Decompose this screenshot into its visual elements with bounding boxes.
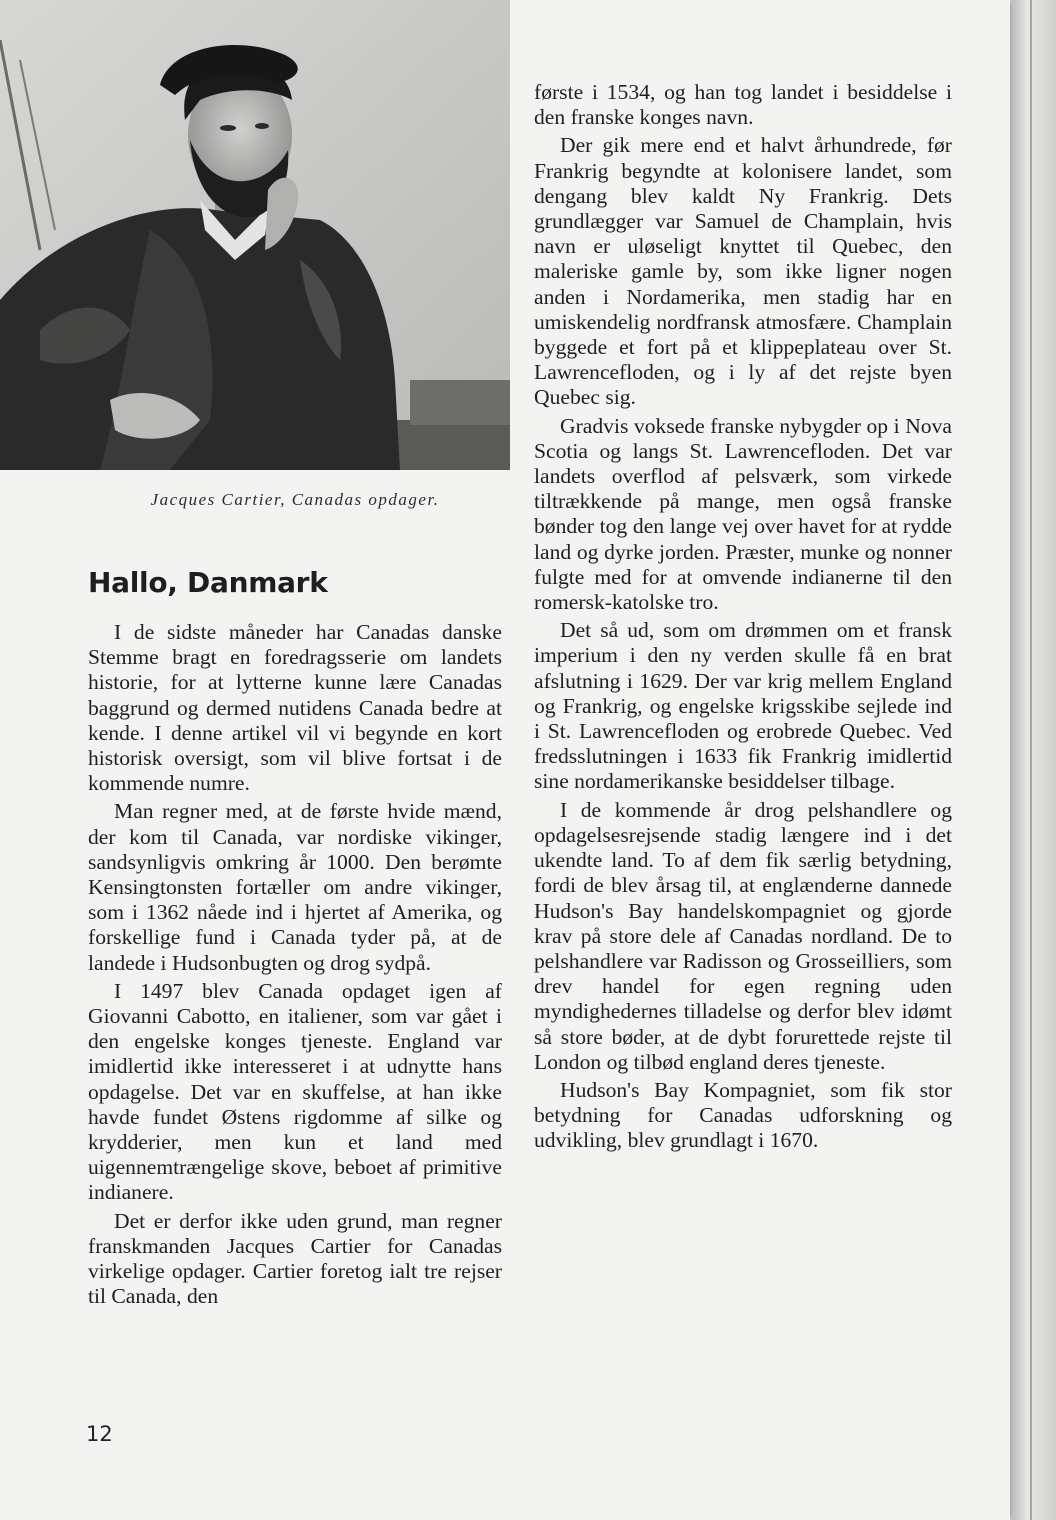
paragraph: første i 1534, og han tog landet i besiddelse i den franske konges navn. (534, 80, 952, 130)
paragraph: Der gik mere end et halvt århundrede, før Frankrig begyndte at kolonisere landet, som dengang blev kaldt Ny Frankrig. Dets grundlægger var Samuel de Champlain, hvis navn er uløseligt knyttet til Quebec, den maleriske gamle by, som ikke ligner nogen anden i Nordamerika, men stadig har en umiskendelig nordfransk atmosfære. Champlain byggede et fort på et klippeplateau over St. Lawrencefloden, og i ly af det rejste byen Quebec sig. (534, 133, 952, 410)
article-headline: Hallo, Danmark (88, 566, 328, 599)
left-column (88, 620, 502, 1309)
paragraph: Det så ud, som om drømmen om et fransk imperium i den ny verden skulle få en brat afslutning i 1629. Der var krig mellem England og Frankrig, og engelske krigsskibe sejlede ind i St. Lawrencefloden og erobrede Quebec. Ved fredsslutningen i 1633 fik Frankrig imidlertid sine nordamerikanske besiddelser tilbage. (534, 618, 952, 794)
paragraph: Det er derfor ikke uden grund, man regner franskmanden Jacques Cartier for Canadas virkelige opdager. Cartier foretog ialt tre rejser til Canada, den (88, 1208, 502, 1309)
paragraph: I de sidste måneder har Canadas danske Stemme bragt en foredragsserie om landets historie, for at lytterne kunne lære Canadas baggrund og dermed nutidens Canada bedre at kende. I denne artikel vil vi begynde en kort historisk oversigt, som vil blive fortsat i de kommende numre. (88, 620, 502, 796)
portrait-image (0, 0, 510, 470)
page-binding-line (1030, 0, 1032, 1520)
paragraph: I 1497 blev Canada opdaget igen af Giovanni Cabotto, en italiener, som var gået i den engelske konges tjeneste. England var imidlertid ikke interesseret i at udnytte hans opdagelse. Det var en skuffelse, at han ikke havde fundet Østens rigdomme af silke og krydderier, men kun et land med uigennemtrængelige skove, beboet af primitive indianere. (88, 978, 502, 1205)
image-caption: Jacques Cartier, Canadas opdager. (150, 490, 440, 509)
paragraph: Gradvis voksede franske nybygder op i Nova Scotia og langs St. Lawrencefloden. Det var landets overflod af pelsværk, som virkede tiltrækkende på mange, men også franske bønder tog den lange vej over havet for at rydde land og dyrke jorden. Præster, munke og nonner fulgte med for at omvende indianerne til den romersk-katolske tro. (534, 413, 952, 615)
page-number: 12 (86, 1422, 113, 1446)
next-page-edge (1012, 0, 1056, 1520)
paragraph: Man regner med, at de første hvide mænd, der kom til Canada, var nordiske vikinger, sandsynligvis omkring år 1000. Den berømte Kensingtonsten fortæller om andre vikinger, som i 1362 nåede ind i hjertet af Amerika, og forskellige fund i Canada tyder på, at de landede i Hudsonbugten og drog sydpå. (88, 799, 502, 975)
paragraph: Hudson's Bay Kompagniet, som fik stor betydning for Canadas udforskning og udvikling, blev grundlagt i 1670. (534, 1077, 952, 1153)
paragraph: I de kommende år drog pelshandlere og opdagelsesrejsende stadig længere ind i det ukendte land. To af dem fik særlig betydning, fordi de blev årsag til, at englænderne dannede Hudson's Bay handelskompagniet og gjorde krav på store dele af Canadas nordland. De to pelshandlere var Radisson og Grosseilliers, som drev handel for egen regning uden myndighedernes tilladelse og derfor blev idømt så store bøder, at de dybt forurettede rejste til London og tilbød england deres tjeneste. (534, 797, 952, 1074)
right-column (534, 80, 952, 1154)
